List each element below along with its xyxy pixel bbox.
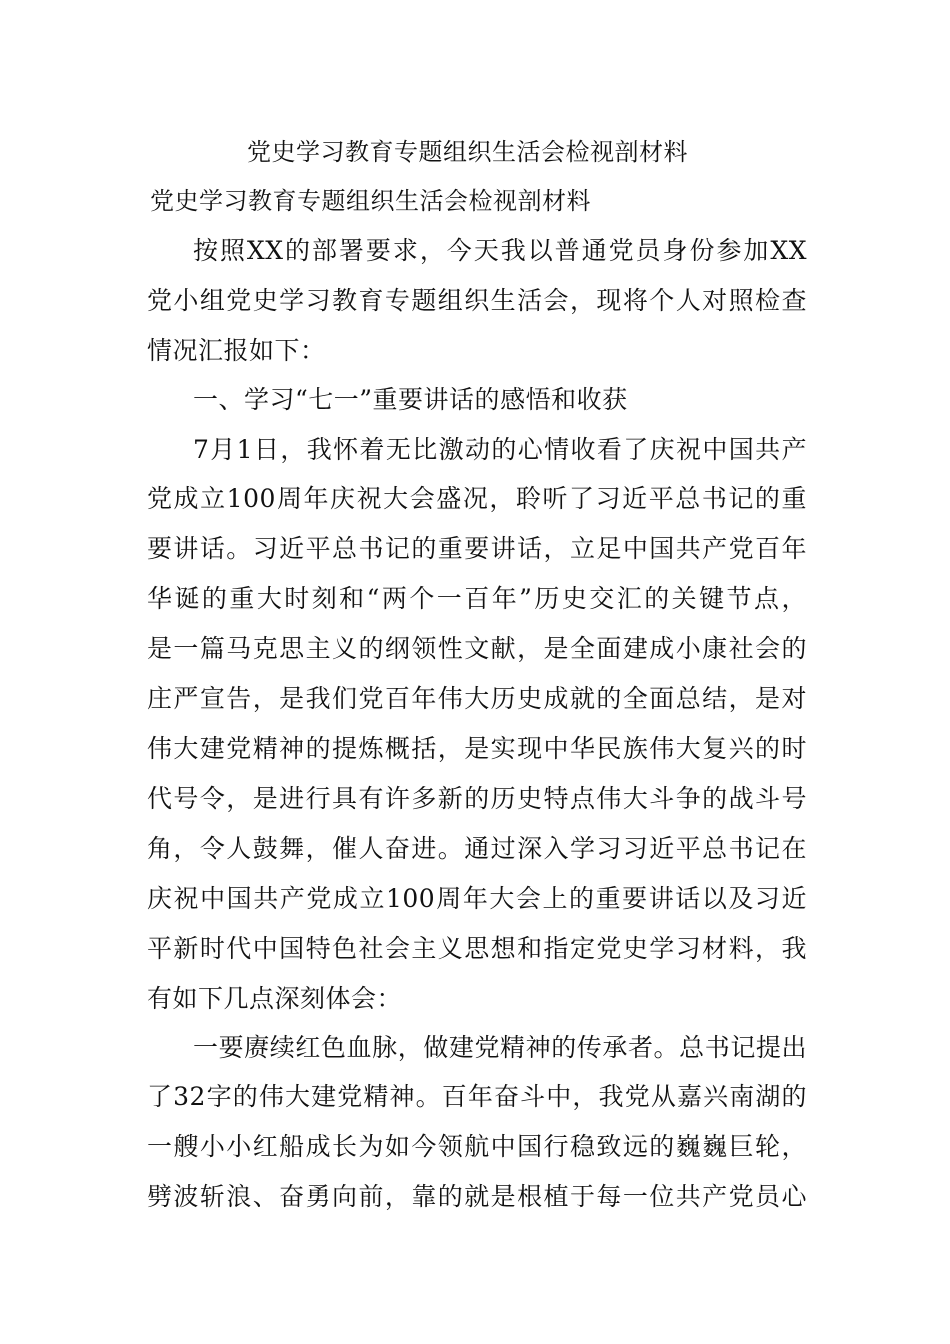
paragraph-line: 庆祝中国共产党成立100周年大会上的重要讲话以及习近 bbox=[147, 884, 807, 913]
paragraph-line: 代号令，是进行具有许多新的历史特点伟大斗争的战斗号 bbox=[147, 784, 807, 813]
paragraph-line: 角，令人鼓舞，催人奋进。通过深入学习习近平总书记在 bbox=[147, 834, 807, 863]
paragraph-line: 一要赓续红色血脉，做建党精神的传承者。总书记提出 bbox=[193, 1033, 807, 1062]
paragraph-line: 平新时代中国特色社会主义思想和指定党史学习材料，我 bbox=[147, 934, 807, 963]
paragraph-line: 是一篇马克思主义的纲领性文献，是全面建成小康社会的 bbox=[147, 634, 807, 663]
paragraph-line: 了32字的伟大建党精神。百年奋斗中，我党从嘉兴南湖的 bbox=[147, 1082, 807, 1111]
paragraph-line: 一艘小小红船成长为如今领航中国行稳致远的巍巍巨轮， bbox=[147, 1132, 807, 1161]
paragraph-line: 党成立100周年庆祝大会盛况，聆听了习近平总书记的重 bbox=[147, 484, 807, 513]
paragraph-line: 要讲话。习近平总书记的重要讲话，立足中国共产党百年 bbox=[147, 534, 807, 563]
document-subtitle: 党史学习教育专题组织生活会检视剖材料 bbox=[150, 187, 591, 215]
paragraph-line: 党小组党史学习教育专题组织生活会，现将个人对照检查 bbox=[147, 286, 807, 315]
paragraph-line: 庄严宣告，是我们党百年伟大历史成就的全面总结，是对 bbox=[147, 684, 807, 713]
paragraph-line: 7月1日，我怀着无比激动的心情收看了庆祝中国共产 bbox=[193, 435, 807, 464]
paragraph-line: 伟大建党精神的提炼概括，是实现中华民族伟大复兴的时 bbox=[147, 734, 807, 763]
paragraph-line: 华诞的重大时刻和“两个一百年”历史交汇的关键节点， bbox=[147, 584, 807, 613]
paragraph-line: 有如下几点深刻体会： bbox=[147, 984, 403, 1013]
document-title: 党史学习教育专题组织生活会检视剖材料 bbox=[247, 138, 688, 166]
paragraph-line: 劈波斩浪、奋勇向前，靠的就是根植于每一位共产党员心 bbox=[147, 1182, 807, 1211]
paragraph-line: 按照XX的部署要求，今天我以普通党员身份参加XX bbox=[193, 236, 807, 265]
section-heading: 一、学习“七一”重要讲话的感悟和收获 bbox=[193, 385, 628, 414]
paragraph-line: 情况汇报如下： bbox=[147, 336, 326, 365]
